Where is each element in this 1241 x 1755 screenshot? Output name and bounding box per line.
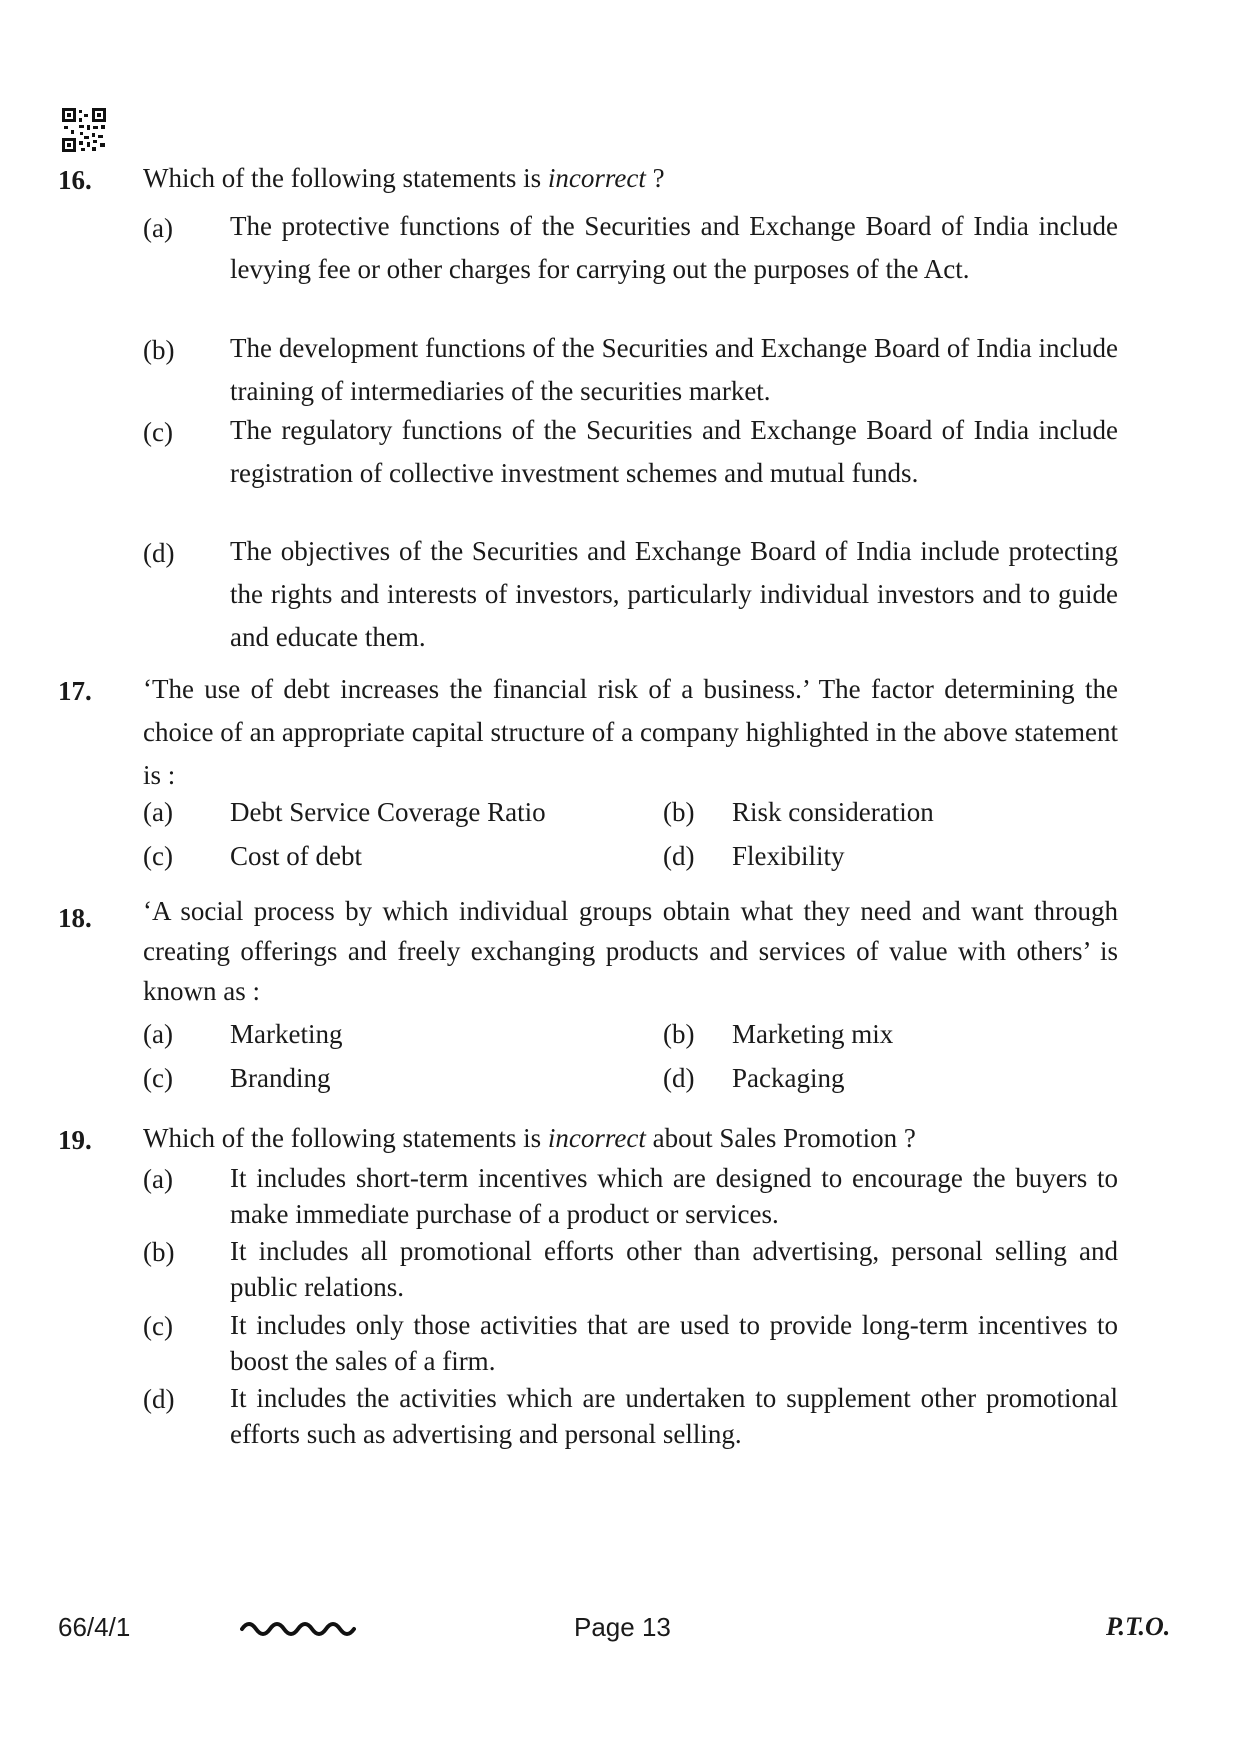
option-text: It includes only those activities that are used to provide long-term incentives to boost the sales of a firm. — [230, 1310, 1118, 1376]
question-number: 19. — [58, 1125, 92, 1155]
option-label: (a) — [143, 1019, 173, 1049]
option-text: Marketing mix — [732, 1019, 894, 1049]
option-text: Branding — [230, 1063, 331, 1093]
pto-label: P.T.O. — [1106, 1612, 1171, 1641]
option-text: It includes short-term incentives which are designed to encourage the buyers to make immediate purchase of a product or services. — [230, 1163, 1118, 1229]
option-label: (d) — [143, 538, 175, 568]
option-label: (a) — [143, 797, 173, 827]
option-text: It includes all promotional efforts other than advertising, personal selling and public relations. — [230, 1236, 1118, 1302]
option-text: The development functions of the Securities and Exchange Board of India include training of intermediaries of the securities market. — [230, 333, 1118, 406]
option-label: (b) — [143, 1237, 175, 1267]
question-text: Which of the following statements is incorrect about Sales Promotion ? — [143, 1123, 916, 1153]
option-label: (c) — [143, 1063, 173, 1093]
question-number: 17. — [58, 676, 92, 706]
option-text: Risk consideration — [732, 797, 934, 827]
option-label: (d) — [663, 1063, 695, 1093]
option-label: (c) — [143, 417, 173, 447]
option-text: It includes the activities which are undertaken to supplement other promotional efforts such as advertising and personal selling. — [230, 1383, 1118, 1449]
option-text: Flexibility — [732, 841, 845, 871]
option-text: The objectives of the Securities and Exchange Board of India include protecting the rights and interests of investors, particularly individual investors and to guide and educate them. — [230, 536, 1118, 652]
option-label: (a) — [143, 213, 173, 243]
question-text: ‘A social process by which individual groups obtain what they need and want through creating offerings and freely exchanging products and services of value with others’ is known as : — [143, 896, 1118, 1006]
option-label: (b) — [143, 335, 175, 365]
page-number: Page 13 — [574, 1612, 671, 1642]
question-number: 18. — [58, 903, 92, 933]
option-text: Cost of debt — [230, 841, 362, 871]
option-label: (b) — [663, 1019, 695, 1049]
option-text: Debt Service Coverage Ratio — [230, 797, 546, 827]
option-label: (d) — [663, 841, 695, 871]
page-footer — [0, 1612, 1241, 1652]
option-label: (b) — [663, 797, 695, 827]
qr-code-icon — [62, 108, 106, 152]
option-text: Marketing — [230, 1019, 343, 1049]
wave-decoration-icon — [240, 1616, 356, 1638]
option-text: Packaging — [732, 1063, 845, 1093]
option-label: (a) — [143, 1164, 173, 1194]
option-label: (c) — [143, 1311, 173, 1341]
option-label: (d) — [143, 1384, 175, 1414]
question-number: 16. — [58, 165, 92, 195]
option-text: The protective functions of the Securities and Exchange Board of India include levying fee or other charges for carrying out the purposes of the Act. — [230, 211, 1118, 284]
question-text: Which of the following statements is incorrect ? — [143, 163, 665, 193]
paper-code: 66/4/1 — [58, 1612, 131, 1642]
question-text: ‘The use of debt increases the financial risk of a business.’ The factor determining the choice of an appropriate capital structure of a company highlighted in the above statement is : — [143, 674, 1118, 790]
option-label: (c) — [143, 841, 173, 871]
option-text: The regulatory functions of the Securities and Exchange Board of India include registration of collective investment schemes and mutual funds. — [230, 415, 1118, 488]
